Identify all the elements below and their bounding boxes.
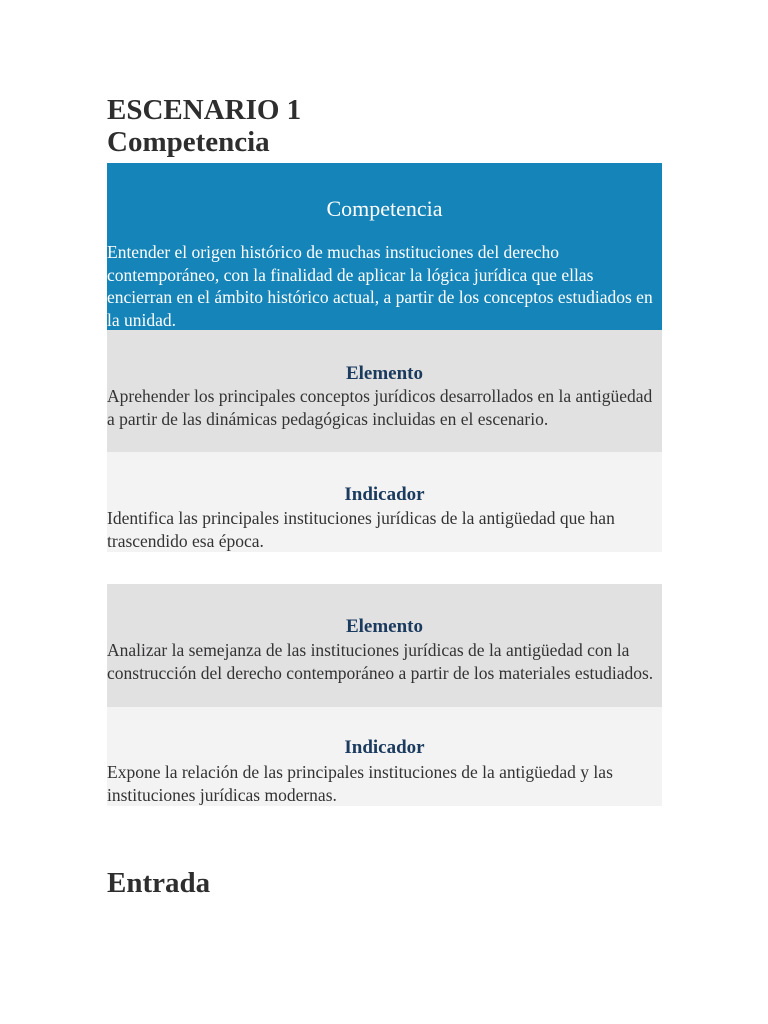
elemento-heading-1: Elemento	[345, 363, 424, 384]
competencia-heading: Competencia	[326, 196, 443, 221]
section-title-entrada: Entrada	[107, 867, 211, 899]
scenario-title: ESCENARIO 1	[107, 94, 302, 126]
indicador-text-1: Identifica las principales instituciones jurídicas de la antigüedad que han trascendido esa época.	[107, 508, 615, 551]
indicador-heading-1: Indicador	[344, 484, 425, 505]
elemento-heading-2: Elemento	[345, 616, 424, 637]
competencia-text: Entender el origen histórico de muchas instituciones del derecho contemporáneo, con la finalidad de aplicar la lógica jurídica que ellas encierran en el ámbito histórico actual, a partir de los conceptos estudiados en la unidad.	[107, 242, 653, 330]
elemento-text-1: Aprehender los principales conceptos jurídicos desarrollados en la antigüedad a partir de las dinámicas pedagógicas incluidas en el escenario.	[107, 386, 653, 429]
indicador-heading-2: Indicador	[344, 737, 425, 758]
indicador-text-2: Expone la relación de las principales instituciones de la antigüedad y las instituciones jurídicas modernas.	[107, 762, 613, 805]
elemento-text-2: Analizar la semejanza de las instituciones jurídicas de la antigüedad con la construcción del derecho contemporáneo a partir de los materiales estudiados.	[107, 640, 654, 683]
competencia-title: Competencia	[107, 126, 270, 158]
page-title	[107, 94, 662, 158]
